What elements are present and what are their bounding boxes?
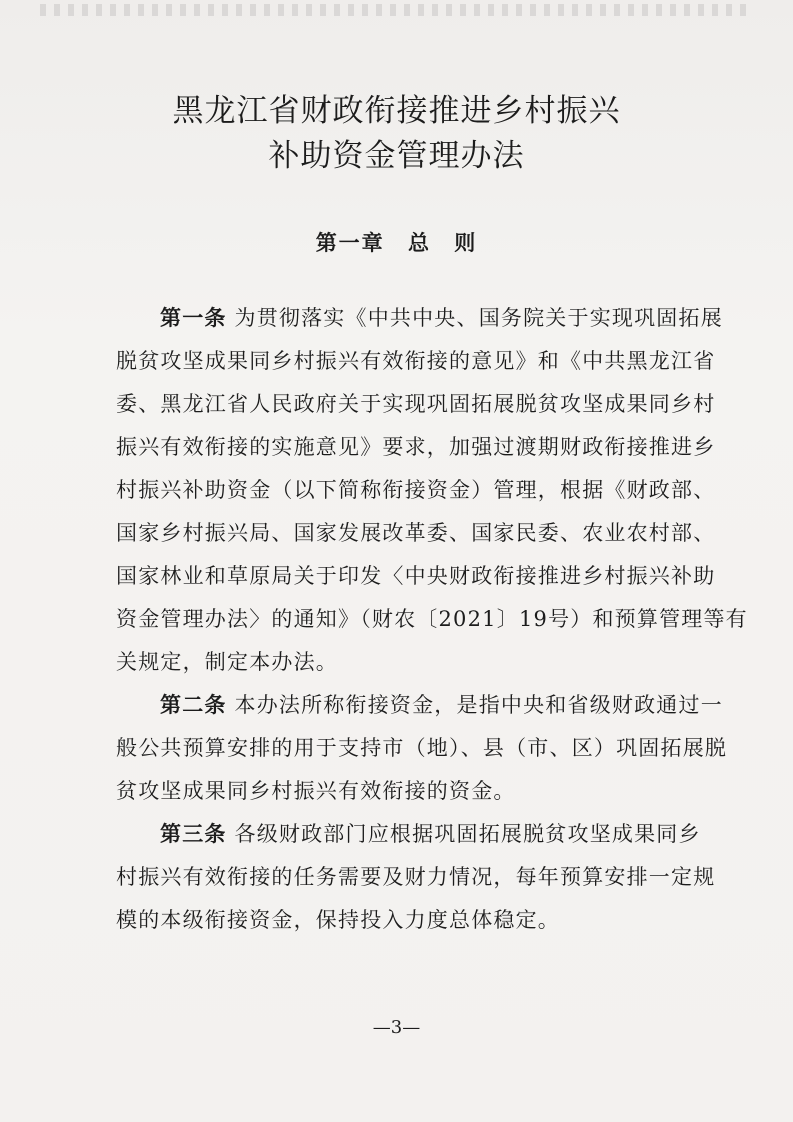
chapter-heading: 第一章 总 则	[315, 231, 478, 255]
article-1-line-6: 国家乡村振兴局、国家发展改革委、国家民委、农业农村部、	[116, 521, 716, 545]
article-1-line-1	[160, 306, 723, 330]
article-1-line-7: 国家林业和草原局关于印发〈中央财政衔接推进乡村振兴补助	[116, 564, 716, 588]
article-3-label: 第三条	[160, 822, 227, 846]
article-1-line-9: 关规定，制定本办法。	[116, 650, 338, 674]
article-3-line-3: 模的本级衔接资金，保持投入力度总体稳定。	[116, 908, 560, 932]
article-1-line-8: 资金管理办法〉的通知》（财农〔2021〕19号）和预算管理等有	[116, 607, 748, 631]
article-text: 为贯彻落实《中共中央、国务院关于实现巩固拓展	[234, 306, 723, 330]
document-title-line-2: 补助资金管理办法	[268, 138, 525, 174]
article-3-line-1	[160, 822, 720, 846]
page-number: —3—	[372, 1017, 421, 1038]
article-1-label: 第一条	[160, 306, 227, 330]
article-3-line-2: 村振兴有效衔接的任务需要及财力情况，每年预算安排一定规	[116, 865, 716, 889]
article-2-line-2: 般公共预算安排的用于支持市（地）、县（市、区）巩固拓展脱	[116, 736, 728, 760]
article-2-line-1	[160, 693, 723, 717]
document-title-line-1: 黑龙江省财政衔接推进乡村振兴	[172, 93, 621, 129]
article-1-line-4: 振兴有效衔接的实施意见》要求，加强过渡期财政衔接推进乡	[116, 435, 716, 459]
article-text: 各级财政部门应根据巩固拓展脱贫攻坚成果同乡	[234, 822, 701, 846]
article-text: 本办法所称衔接资金，是指中央和省级财政通过一	[234, 693, 723, 717]
article-1-line-5: 村振兴补助资金（以下简称衔接资金）管理，根据《财政部、	[116, 478, 716, 502]
scan-artifact	[40, 4, 753, 16]
article-1-line-2: 脱贫攻坚成果同乡村振兴有效衔接的意见》和《中共黑龙江省	[116, 349, 716, 373]
article-1-line-3: 委、黑龙江省人民政府关于实现巩固拓展脱贫攻坚成果同乡村	[116, 392, 716, 416]
article-2-line-3: 贫攻坚成果同乡村振兴有效衔接的资金。	[116, 779, 516, 803]
article-2-label: 第二条	[160, 693, 227, 717]
